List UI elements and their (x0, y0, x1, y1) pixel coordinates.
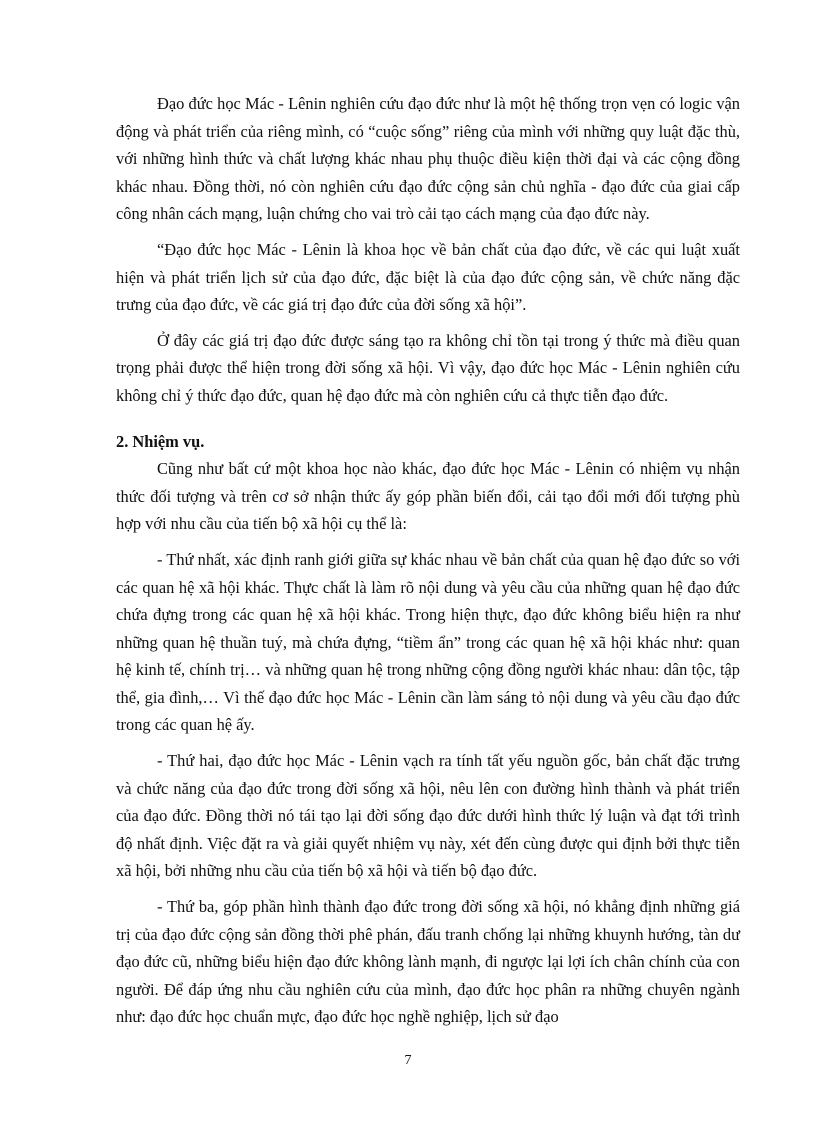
page-body (116, 90, 740, 1039)
paragraph-task-1: - Thứ nhất, xác định ranh giới giữa sự khác nhau về bản chất của quan hệ đạo đức so với các quan hệ xã hội khác. Thực chất là làm rõ nội dung và yêu cầu của những quan hệ đạo đức chứa đựng trong các quan hệ xã hội khác. Trong hiện thực, đạo đức không biểu hiện ra như những quan hệ thuần tuý, mà chứa đựng, “tiềm ẩn” trong các quan hệ xã hội khác như: quan hệ kinh tế, chính trị… và những quan hệ trong những cộng đồng người khác nhau: dân tộc, tập thể, gia đình,… Vì thế đạo đức học Mác - Lênin cần làm sáng tỏ nội dung và yêu cầu đạo đức trong các quan hệ ấy. (116, 549, 740, 735)
paragraph-intro-1: Đạo đức học Mác - Lênin nghiên cứu đạo đức như là một hệ thống trọn vẹn có logic vận động và phát triển của riêng mình, có “cuộc sống” riêng của mình với những quy luật đặc thù, với những hình thức và chất lượng khác nhau phụ thuộc điều kiện thời đại và các cộng đồng khác nhau. Đồng thời, nó còn nghiên cứu đạo đức cộng sản chủ nghĩa - đạo đức của giai cấp công nhân cách mạng, luận chứng cho vai trò cải tạo cách mạng của đạo đức này. (116, 94, 740, 224)
paragraph-task-3: - Thứ ba, góp phần hình thành đạo đức trong đời sống xã hội, nó khẳng định những giá trị của đạo đức cộng sản đồng thời phê phán, đấu tranh chống lại những khuynh hướng, tàn dư đạo đức cũ, những biểu hiện đạo đức không lành mạnh, đi ngược lại lợi ích chân chính của con người. Để đáp ứng nhu cầu nghiên cứu của mình, đạo đức học phân ra những chuyên ngành như: đạo đức học chuẩn mực, đạo đức học nghề nghiệp, lịch sử đạo (116, 897, 740, 1027)
paragraph-section-1: Cũng như bất cứ một khoa học nào khác, đạo đức học Mác - Lênin có nhiệm vụ nhận thức đối tượng và trên cơ sở nhận thức ấy góp phần biến đổi, cải tạo đổi mới đối tượng phù hợp với nhu cầu của tiến bộ xã hội cụ thể là: (116, 459, 740, 534)
page-number: 7 (404, 1053, 412, 1068)
paragraph-task-2: - Thứ hai, đạo đức học Mác - Lênin vạch ra tính tất yếu nguồn gốc, bản chất đặc trưng và chức năng của đạo đức trong đời sống xã hội, nêu lên con đường hình thành và phát triển của đạo đức. Đồng thời nó tái tạo lại đời sống đạo đức dưới hình thức lý luận và đạt tới trình độ nhất định. Việc đặt ra và giải quyết nhiệm vụ này, xét đến cùng được qui định bởi thực tiễn xã hội, bởi những nhu cầu của tiến bộ xã hội và tiến bộ đạo đức. (116, 751, 740, 881)
paragraph-intro-3: Ở đây các giá trị đạo đức được sáng tạo ra không chỉ tồn tại trong ý thức mà điều quan trọng phải được thể hiện trong đời sống xã hội. Vì vậy, đạo đức học Mác - Lênin nghiên cứu không chỉ ý thức đạo đức, quan hệ đạo đức mà còn nghiên cứu cả thực tiễn đạo đức. (116, 330, 740, 405)
paragraph-intro-2: “Đạo đức học Mác - Lênin là khoa học về bản chất của đạo đức, về các qui luật xuất hiện và phát triển lịch sử của đạo đức, đặc biệt là của đạo đức cộng sản, về chức năng đặc trưng của đạo đức, về các giá trị đạo đức của đời sống xã hội”. (116, 239, 740, 315)
section-heading: 2. Nhiệm vụ. (116, 431, 205, 451)
